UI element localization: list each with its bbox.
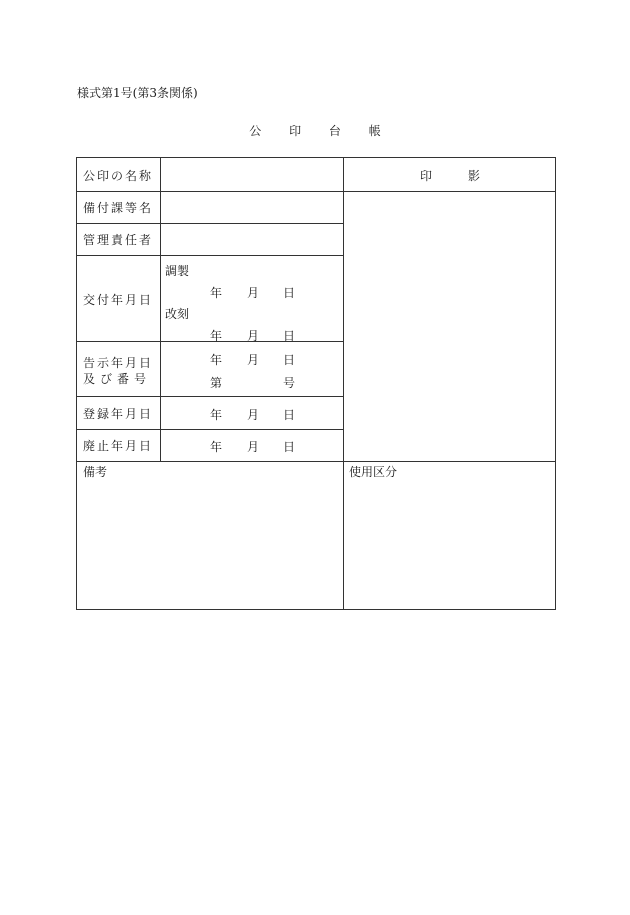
date-day: 日	[283, 408, 296, 422]
label-notice-number: 及び番号	[83, 372, 152, 386]
label-usage: 使用区分	[349, 465, 398, 479]
label-seal-name: 公印の名称	[83, 169, 154, 183]
row-divider	[77, 396, 343, 397]
date-year: 年	[210, 408, 223, 422]
title-char: 印	[289, 124, 302, 138]
date-month: 月	[247, 408, 260, 422]
date-year: 年	[210, 440, 223, 454]
date-year: 年	[210, 353, 223, 367]
title-char: 公	[249, 124, 262, 138]
date-month: 月	[247, 286, 260, 300]
date-year: 年	[210, 329, 223, 343]
date-day: 日	[283, 353, 296, 367]
label-manager: 管理責任者	[83, 233, 154, 247]
row-divider	[77, 429, 343, 430]
row-divider	[77, 461, 555, 462]
label-dept-name: 備付課等名	[83, 201, 154, 215]
seal-image-label: 印	[420, 169, 433, 183]
number-go: 号	[283, 376, 296, 390]
title-char: 台	[328, 124, 341, 138]
issue-recut-label: 改刻	[165, 307, 190, 321]
row-divider	[77, 191, 343, 192]
date-month: 月	[247, 329, 260, 343]
label-issue-date: 交付年月日	[83, 293, 154, 307]
number-dai: 第	[210, 376, 223, 390]
title-char: 帳	[368, 124, 381, 138]
date-day: 日	[283, 329, 296, 343]
date-day: 日	[283, 286, 296, 300]
date-year: 年	[210, 286, 223, 300]
label-abolish-date: 廃止年月日	[83, 439, 154, 453]
row-divider	[77, 255, 343, 256]
row-divider	[77, 223, 343, 224]
ledger-table	[76, 157, 556, 610]
center-column-divider	[343, 158, 344, 609]
seal-image-label: 影	[468, 169, 481, 183]
label-column-divider	[160, 158, 161, 461]
date-day: 日	[283, 440, 296, 454]
date-month: 月	[247, 353, 260, 367]
page-title	[0, 122, 630, 139]
form-number: 様式第1号(第3条関係)	[77, 86, 198, 100]
label-remarks: 備考	[83, 465, 108, 479]
issue-made-label: 調製	[165, 264, 190, 278]
label-notice-date: 告示年月日	[83, 356, 154, 370]
seal-header-divider	[343, 191, 555, 192]
date-month: 月	[247, 440, 260, 454]
label-register-date: 登録年月日	[83, 407, 154, 421]
